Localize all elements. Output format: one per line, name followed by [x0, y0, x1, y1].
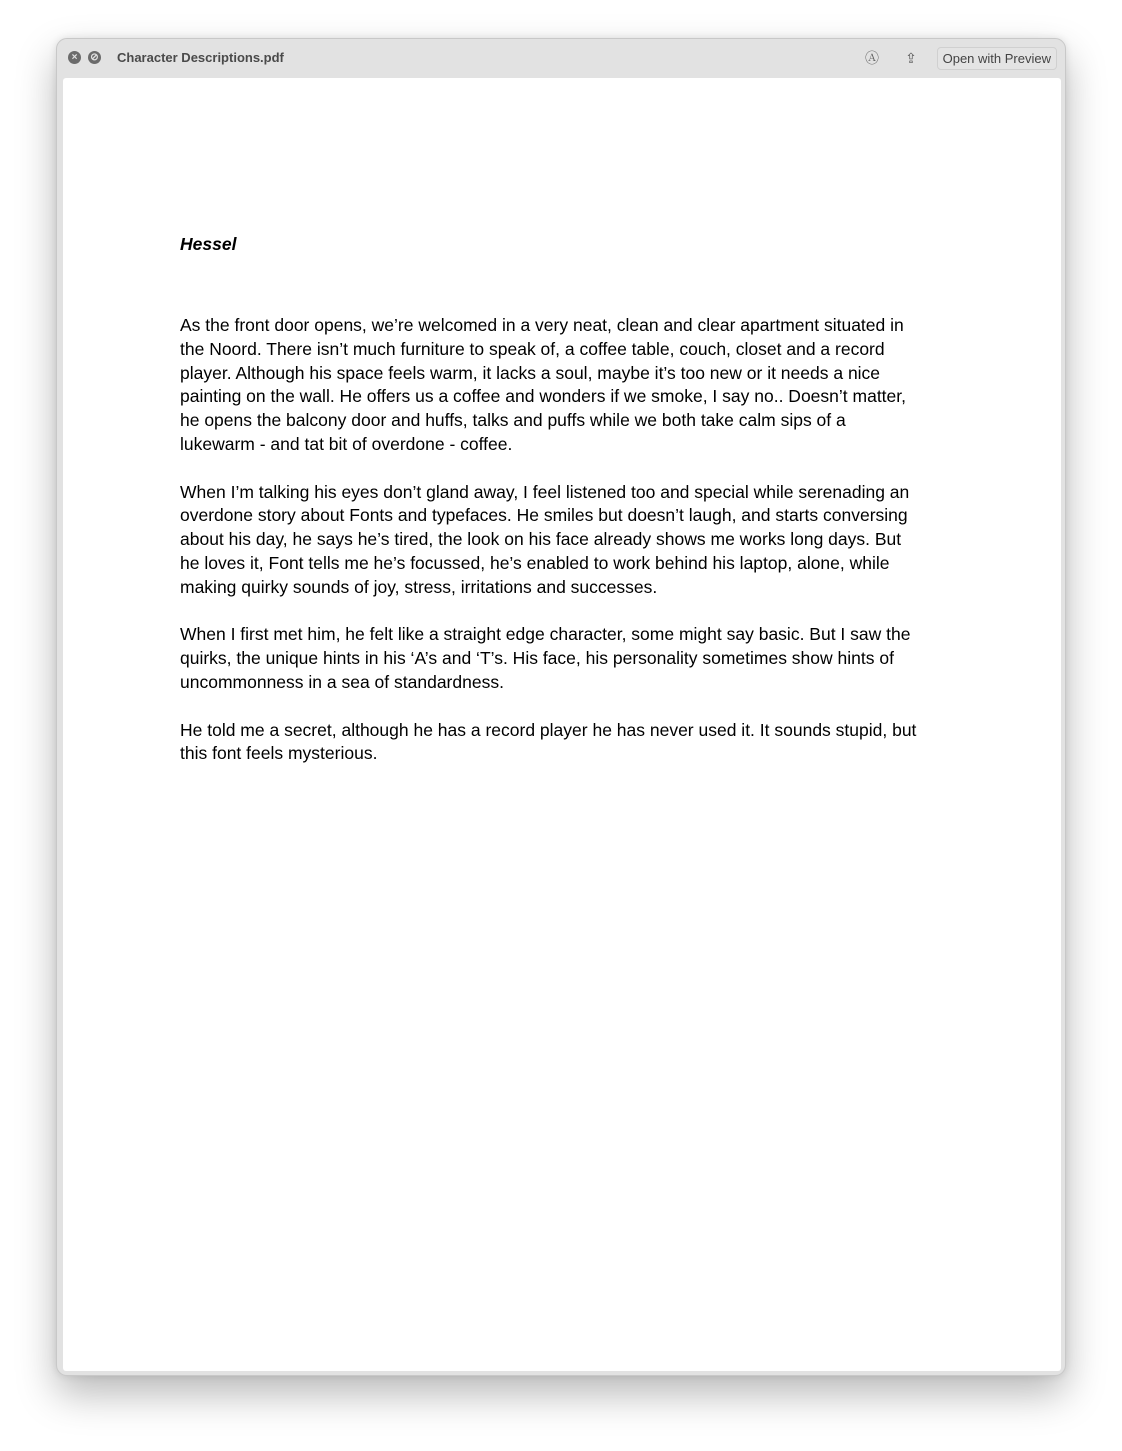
quicklook-window — [56, 38, 1066, 1376]
text-line: painting on the wall. He offers us a coffee and wonders if we smoke, I say no.. Doesn’t matter, — [180, 386, 906, 407]
text-line: he loves it, Font tells me he’s focussed, he’s enabled to work behind his laptop, alone, while — [180, 552, 890, 573]
text-line: When I first met him, he felt like a straight edge character, some might say basic. But I saw the — [180, 624, 911, 645]
text-line: player. Although his space feels warm, it lacks a soul, maybe it’s too new or it needs a nice — [180, 362, 881, 383]
text-line: making quirky sounds of joy, stress, irritations and successes. — [180, 576, 658, 597]
paragraph — [180, 314, 980, 457]
fullscreen-icon[interactable]: ⊘ — [88, 51, 101, 64]
text-line: the Noord. There isn’t much furniture to speak of, a coffee table, couch, closet and a record — [180, 338, 885, 359]
share-icon[interactable]: ⇪ — [905, 50, 917, 66]
pdf-page — [63, 78, 1061, 1371]
text-line: about his day, he says he’s tired, the look on his face already shows me works long days. But — [180, 529, 902, 550]
paragraph — [180, 719, 980, 767]
text-line: lukewarm - and tat bit of overdone - coffee. — [180, 433, 513, 454]
paragraph — [180, 623, 980, 694]
markup-icon[interactable]: Ⓐ — [865, 50, 879, 66]
text-line: He told me a secret, although he has a record player he has never used it. It sounds stupid, but — [180, 719, 917, 740]
text-line: quirks, the unique hints in his ‘A’s and ‘T’s. His face, his personality sometimes show hints of — [180, 648, 894, 669]
text-line: he opens the balcony door and huffs, talks and puffs while we both take calm sips of a — [180, 410, 846, 431]
document-body — [180, 314, 980, 790]
text-line: overdone story about Fonts and typefaces. He smiles but doesn’t laugh, and starts conversing — [180, 505, 908, 526]
open-with-preview-button[interactable]: Open with Preview — [937, 47, 1057, 70]
paragraph — [180, 481, 980, 600]
document-heading: Hessel — [180, 234, 237, 254]
close-icon[interactable]: × — [68, 51, 81, 64]
title-bar — [57, 39, 1065, 77]
text-line: uncommonness in a sea of standardness. — [180, 671, 504, 692]
text-line: As the front door opens, we’re welcomed in a very neat, clean and clear apartment situated in — [180, 315, 904, 335]
text-line: this font feels mysterious. — [180, 743, 378, 764]
text-line: When I’m talking his eyes don’t gland away, I feel listened too and special while serenading an — [180, 481, 910, 502]
window-title: Character Descriptions.pdf — [117, 50, 284, 65]
